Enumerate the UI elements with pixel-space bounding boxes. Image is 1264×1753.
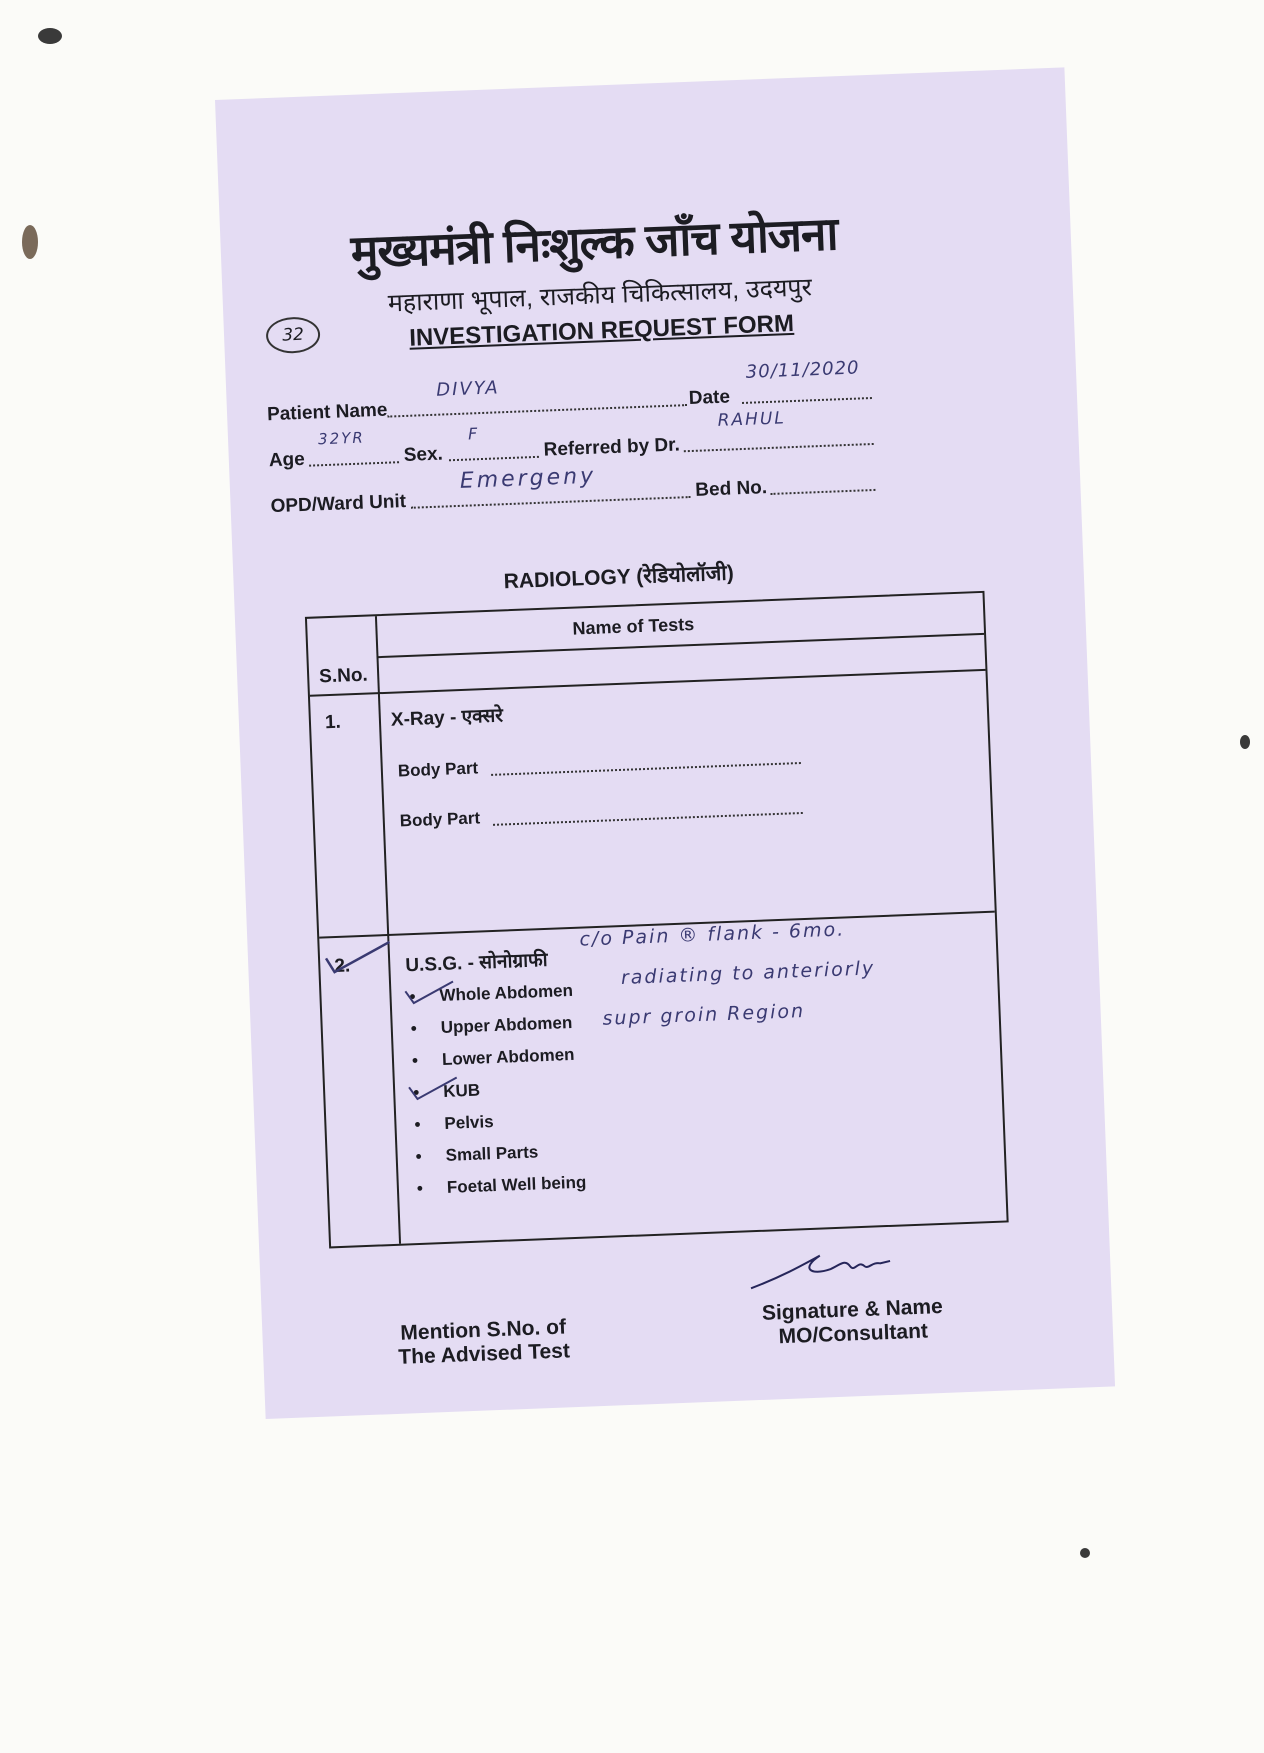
mention-sno-note (397, 1315, 570, 1370)
table-header-bottom-line (310, 669, 986, 697)
usg-option-foetal-well-being: • Foetal Well being (447, 1173, 587, 1198)
table-header-line (376, 633, 984, 658)
hospital-subtitle: महाराणा भूपाल, राजकीय चिकित्सालय, उदयपुर (387, 273, 813, 318)
tests-table (305, 591, 1009, 1249)
column-header-sno: S.No. (318, 664, 369, 688)
checkmark-icon (319, 934, 401, 987)
radiology-heading: RADIOLOGY (रेडियोलॉजी) (503, 561, 735, 594)
row-2-sno: 2. (333, 955, 351, 978)
usg-option-small-parts: • Small Parts (445, 1142, 538, 1166)
form-sheet (215, 67, 1115, 1419)
xray-body-part-line (491, 762, 801, 776)
patient-name-value: DIVYA (435, 377, 501, 401)
date-label: Date (688, 386, 731, 410)
column-header-name-of-tests: Name of Tests (572, 613, 695, 639)
xray-body-part-line (493, 812, 803, 826)
sex-value: F (467, 424, 480, 444)
xray-title: X-Ray - एक्सरे (390, 705, 504, 731)
sex-line (449, 456, 539, 461)
usg-option-pelvis: • Pelvis (444, 1112, 494, 1134)
date-line (742, 397, 872, 404)
opd-ward-label: OPD/Ward Unit (270, 490, 407, 518)
xray-body-part-label: Body Part (399, 808, 481, 831)
age-line (309, 461, 399, 466)
serial-number-circled: 32 (265, 316, 320, 354)
patient-name-label: Patient Name (266, 399, 388, 426)
row-1-sno: 1. (324, 711, 342, 734)
referred-by-line (684, 443, 874, 452)
form-title: INVESTIGATION REQUEST FORM (408, 309, 795, 352)
age-label: Age (268, 448, 306, 472)
signature-label-line-1: Signature & Name (761, 1294, 944, 1325)
age-value: 32YR (317, 428, 366, 449)
clinical-note-line-1: c/o Pain ® flank - 6mo. (579, 918, 846, 951)
opd-ward-line (411, 496, 691, 509)
date-value: 30/11/2020 (745, 357, 860, 383)
page-title: मुख्यमंत्री निःशुल्क जाँच योजना (349, 207, 839, 278)
bed-no-label: Bed No. (694, 477, 768, 501)
mention-sno-line-1: Mention S.No. of (399, 1315, 567, 1345)
patient-name-line (387, 404, 687, 418)
signature-scribble (739, 1243, 901, 1299)
referred-by-value: RAHUL (717, 408, 787, 431)
dirt-speck (22, 225, 38, 259)
signature-label (762, 1295, 945, 1350)
checkmark-icon (401, 975, 462, 1013)
signature-label-line-2: MO/Consultant (778, 1319, 929, 1349)
usg-option-kub: • KUB (443, 1081, 481, 1102)
dirt-speck (38, 28, 62, 44)
sex-label: Sex. (403, 443, 444, 467)
dirt-speck (1240, 735, 1250, 749)
dirt-speck (1080, 1548, 1090, 1558)
xray-body-part-label: Body Part (397, 758, 479, 781)
bed-no-line (770, 489, 875, 495)
mention-sno-line-2: The Advised Test (397, 1339, 571, 1369)
usg-option-upper-abdomen: • Upper Abdomen (440, 1013, 572, 1038)
usg-option-lower-abdomen: • Lower Abdomen (442, 1045, 575, 1070)
usg-option-whole-abdomen: • Whole Abdomen (439, 981, 573, 1006)
opd-ward-value: Emergeny (459, 463, 597, 494)
checkmark-icon (405, 1071, 466, 1109)
clinical-note-line-2: radiating to anteriorly (620, 957, 876, 990)
usg-title: U.S.G. - सोनोग्राफी (404, 949, 549, 977)
referred-by-label: Referred by Dr. (543, 434, 681, 461)
clinical-note-line-3: supr groin Region (602, 1000, 806, 1030)
